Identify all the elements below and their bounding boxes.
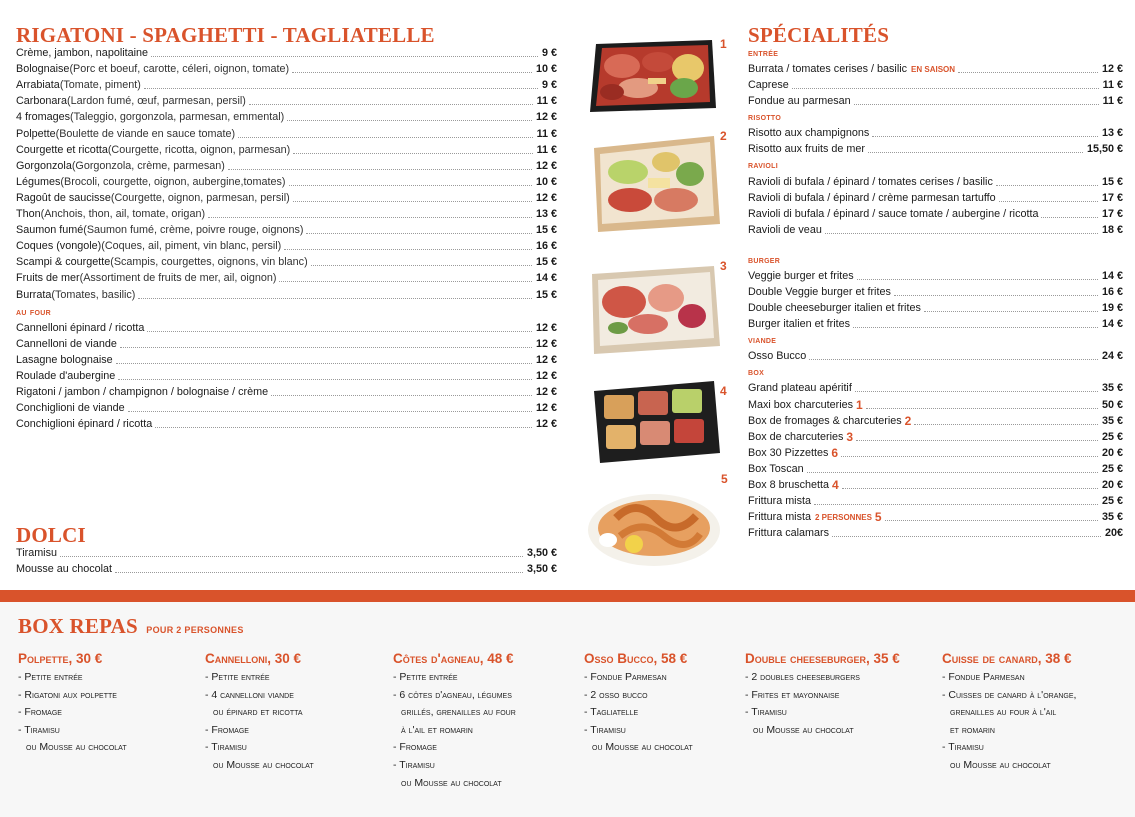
dot-leader — [1041, 217, 1098, 218]
dish-price: 50 € — [1101, 398, 1123, 411]
dish-name: Roulade d'aubergine — [16, 369, 116, 382]
dish-price: 18 € — [1101, 223, 1123, 236]
box-repas-line: - Fromage — [393, 741, 437, 754]
box-repas-line: ou épinard et ricotta — [213, 706, 303, 719]
dish-price: 25 € — [1101, 462, 1123, 475]
box-repas-line: - Fromage — [18, 706, 62, 719]
dish-description: (Lardon fumé, œuf, parmesan, persil) — [67, 95, 246, 108]
dot-leader — [855, 391, 1098, 392]
dish-price: 16 € — [535, 240, 557, 253]
pasta-item — [16, 142, 557, 158]
photo-reference-number: 6 — [831, 445, 839, 460]
dish-name: 4 fromages — [16, 111, 71, 124]
box-repas-line: - Fromage — [205, 723, 249, 736]
dish-description: (Porc et boeuf, carotte, céleri, oignon, tomate) — [69, 63, 290, 76]
photo-reference-number: 5 — [874, 510, 882, 525]
box-repas-line: - Petite entrée — [393, 671, 458, 683]
photo-number-4: 4 — [720, 384, 727, 398]
pasta-item — [16, 93, 557, 109]
dish-price: 3,50 € — [526, 547, 557, 560]
dish-price: 12 € — [535, 402, 557, 415]
box-repas-column — [584, 651, 693, 757]
dish-name: Double Veggie burger et frites — [748, 286, 891, 299]
box-repas-column — [205, 651, 314, 775]
dot-leader — [885, 520, 1098, 521]
box-repas-option-title: Osso Bucco, 58 € — [584, 651, 688, 666]
dish-price: 12 € — [535, 353, 557, 366]
dish-price: 16 € — [1101, 286, 1123, 299]
box-repas-option-title: Polpette, 30 € — [18, 651, 103, 666]
dish-name: Carbonara — [16, 95, 68, 108]
burger-item — [748, 316, 1123, 332]
dish-price: 12 € — [535, 385, 557, 398]
dish-price: 10 € — [535, 175, 557, 188]
box-heading: box — [748, 366, 765, 379]
box-repas-line: ou Mousse au chocolat — [592, 741, 693, 754]
dish-name: Lasagne bolognaise — [16, 353, 113, 366]
box-repas-line: - 2 doubles cheeseburgers — [745, 671, 860, 683]
risotto-item — [748, 141, 1123, 157]
dish-name: Double cheeseburger italien et frites — [748, 302, 921, 315]
dish-name: Frittura mista — [748, 511, 811, 524]
box-repas-line: ou Mousse au chocolat — [213, 758, 314, 771]
dish-name: Saumon fumé — [16, 224, 84, 237]
pasta-item — [16, 109, 557, 125]
dot-leader — [996, 185, 1098, 186]
photo-frittura-mista — [586, 478, 724, 570]
dot-leader — [208, 217, 532, 218]
pasta-item — [16, 61, 557, 77]
pasta-item — [16, 158, 557, 174]
dish-price: 12 € — [535, 159, 557, 172]
dish-description: (Scampis, courgettes, oignons, vin blanc) — [110, 256, 308, 269]
pasta-item — [16, 77, 557, 93]
ravioli-item — [748, 190, 1123, 206]
dish-price: 11 € — [536, 127, 557, 140]
dish-price: 15,50 € — [1086, 143, 1123, 156]
dot-leader — [924, 311, 1098, 312]
box-repas-line: - Tiramisu — [584, 723, 626, 736]
dolci-item — [16, 545, 557, 561]
photo-box-fromages-charcuteries — [590, 128, 722, 236]
pasta-item — [16, 125, 557, 141]
dish-price: 13 € — [1101, 127, 1123, 140]
dot-leader — [841, 456, 1098, 457]
au-four-heading: au four — [16, 305, 51, 318]
burger-heading: burger — [748, 253, 781, 266]
pasta-list — [16, 45, 557, 432]
dish-price: 14 € — [1101, 318, 1123, 331]
ravioli-item — [748, 206, 1123, 222]
dish-price: 15 € — [1101, 175, 1123, 188]
photo-number-1: 1 — [720, 37, 727, 51]
divider-band — [0, 590, 1135, 602]
box-repas-option-title: Double cheeseburger, 35 € — [745, 651, 900, 666]
dolci-item — [16, 561, 557, 577]
box-repas-column — [745, 651, 900, 739]
box-repas-option-title: Côtes d'agneau, 48 € — [393, 651, 514, 666]
dot-leader — [853, 327, 1098, 328]
dot-leader — [306, 233, 532, 234]
dish-name: Coques (vongole) — [16, 240, 102, 253]
box-repas-subtitle: POUR 2 PERSONNES — [146, 625, 244, 635]
dish-price: 14 € — [1101, 269, 1123, 282]
dish-name: Osso Bucco — [748, 350, 807, 363]
photo-number-2: 2 — [720, 129, 727, 143]
dish-name: Fruits de mer — [16, 272, 80, 285]
dish-name: Conchiglioni épinard / ricotta — [16, 418, 153, 431]
box-repas-line: ou Mousse au chocolat — [26, 741, 127, 754]
dish-name: Cannelloni de viande — [16, 337, 117, 350]
photo-box-bruschetta — [590, 377, 722, 467]
box-item — [748, 396, 1123, 412]
pasta-item — [16, 45, 557, 61]
dish-price: 35 € — [1101, 382, 1123, 395]
dish-name: Maxi box charcuteries — [748, 398, 854, 411]
au-four-item — [16, 320, 557, 336]
dish-price: 19 € — [1101, 302, 1123, 315]
box-repas-line: ou Mousse au chocolat — [401, 776, 502, 789]
au-four-item — [16, 336, 557, 352]
dish-price: 25 € — [1101, 495, 1123, 508]
dolci-section-title: DOLCI — [16, 523, 86, 547]
ravioli-item — [748, 173, 1123, 189]
dot-leader — [128, 411, 532, 412]
dish-price: 35 € — [1101, 414, 1123, 427]
risotto-heading: risotto — [748, 111, 782, 124]
dot-leader — [807, 472, 1098, 473]
dish-name: Crème, jambon, napolitaine — [16, 47, 149, 60]
entree-heading: entrée — [748, 47, 779, 59]
dish-description: (Saumon fumé, crème, poivre rouge, oignons) — [83, 224, 304, 237]
dot-leader — [118, 379, 532, 380]
dish-description: (Anchois, thon, ail, tomate, origan) — [40, 208, 206, 221]
box-repas-column — [18, 651, 127, 757]
dot-leader — [832, 536, 1101, 537]
dish-name: Box 30 Pizzettes — [748, 446, 829, 459]
photo-number-5: 5 — [721, 472, 728, 486]
dish-name: Box de charcuteries — [748, 430, 844, 443]
box-repas-line: à l'ail et romarin — [401, 723, 473, 736]
dish-price: 20€ — [1104, 527, 1123, 540]
dish-name: Box de fromages & charcuteries — [748, 414, 902, 427]
dish-price: 11 € — [1102, 79, 1123, 92]
dot-leader — [238, 137, 532, 138]
box-repas-header — [18, 614, 244, 639]
entree-item — [748, 77, 1123, 93]
dish-price: 12 € — [535, 321, 557, 334]
photo-reference-number: 3 — [846, 429, 854, 444]
dolci-list — [16, 545, 557, 577]
specialites-section-title: SPÉCIALITÉS — [748, 23, 890, 47]
dish-description: (Courgette, ricotta, oignon, parmesan) — [107, 143, 291, 156]
box-repas-line: - Frites et mayonnaise — [745, 688, 840, 701]
pasta-item — [16, 286, 557, 302]
pasta-section-title: RIGATONI - SPAGHETTI - TAGLIATELLE — [16, 23, 435, 47]
dish-name: Gorgonzola — [16, 159, 72, 172]
box-repas-line: - 6 côtes d'agneau, légumes — [393, 688, 512, 701]
dish-name: Burrata / tomates cerises / basilic — [748, 63, 908, 76]
dot-leader — [872, 136, 1098, 137]
dish-description: (Boulette de viande en sauce tomate) — [55, 127, 236, 140]
dish-price: 15 € — [535, 224, 557, 237]
ravioli-heading: ravioli — [748, 159, 778, 172]
dish-price: 12 € — [1101, 63, 1123, 76]
entree-item — [748, 93, 1123, 109]
dish-price: 25 € — [1101, 430, 1123, 443]
box-repas-line: - Tiramisu — [18, 723, 60, 736]
box-repas-line: - Tagliatelle — [584, 706, 639, 719]
dish-name: Polpette — [16, 127, 56, 140]
dish-price: 35 € — [1101, 511, 1123, 524]
dish-name: Bolognaise — [16, 63, 70, 76]
dish-name: Risotto aux champignons — [748, 127, 870, 140]
dish-price: 17 € — [1101, 191, 1123, 204]
dot-leader — [809, 359, 1098, 360]
dot-leader — [138, 298, 532, 299]
dot-leader — [825, 233, 1098, 234]
dish-name: Ravioli di bufala / épinard / sauce tomate / aubergine / ricotta — [748, 207, 1039, 220]
dish-name: Fondue au parmesan — [748, 95, 851, 108]
burger-item — [748, 268, 1123, 284]
dot-leader — [999, 201, 1098, 202]
box-repas-column — [393, 651, 516, 792]
photo-box-charcuteries — [588, 262, 722, 358]
dot-leader — [958, 72, 1098, 73]
dish-description: (Assortiment de fruits de mer, ail, oignon) — [79, 272, 277, 285]
dish-name: Tiramisu — [16, 547, 57, 560]
dish-tag: EN SAISON — [911, 65, 956, 75]
dot-leader — [814, 504, 1098, 505]
dish-price: 12 € — [535, 418, 557, 431]
box-repas-line: - Tiramisu — [745, 706, 787, 719]
dish-name: Frittura calamars — [748, 527, 829, 540]
dish-name: Ravioli de veau — [748, 223, 822, 236]
dish-name: Risotto aux fruits de mer — [748, 143, 866, 156]
dish-name: Conchiglioni de viande — [16, 402, 125, 415]
entree-item — [748, 61, 1123, 77]
dish-price: 12 € — [535, 111, 557, 124]
dish-name: Veggie burger et frites — [748, 269, 854, 282]
dot-leader — [293, 153, 532, 154]
dot-leader — [792, 88, 1099, 89]
dish-name: Thon — [16, 208, 41, 221]
dot-leader — [866, 408, 1098, 409]
photo-reference-number: 2 — [904, 413, 912, 428]
dot-leader — [249, 104, 533, 105]
dish-name: Courgette et ricotta — [16, 143, 108, 156]
dish-name: Burrata — [16, 288, 52, 301]
dish-price: 11 € — [536, 95, 557, 108]
dot-leader — [856, 440, 1098, 441]
dot-leader — [292, 72, 532, 73]
au-four-item — [16, 352, 557, 368]
dish-tag: 2 PERSONNES — [815, 513, 872, 523]
dish-price: 15 € — [535, 256, 557, 269]
au-four-item — [16, 368, 557, 384]
dot-leader — [854, 104, 1099, 105]
pasta-item — [16, 270, 557, 286]
dish-description: (Gorgonzola, crème, parmesan) — [71, 159, 225, 172]
pasta-item — [16, 206, 557, 222]
dish-price: 14 € — [535, 272, 557, 285]
dish-name: Burger italien et frites — [748, 318, 851, 331]
box-repas-line: - Petite entrée — [18, 671, 83, 683]
box-item — [748, 445, 1123, 461]
dish-description: (Tomates, basilic) — [51, 288, 136, 301]
au-four-item — [16, 384, 557, 400]
box-repas-line: - Tiramisu — [393, 758, 435, 771]
dot-leader — [147, 331, 532, 332]
dot-leader — [289, 185, 532, 186]
box-repas-line: - Fondue Parmesan — [584, 671, 667, 683]
dish-price: 20 € — [1101, 446, 1123, 459]
dot-leader — [868, 152, 1083, 153]
dot-leader — [894, 295, 1098, 296]
box-repas-title: BOX REPAS — [18, 614, 138, 638]
dish-price: 3,50 € — [526, 563, 557, 576]
dot-leader — [115, 572, 523, 573]
dish-price: 12 € — [535, 369, 557, 382]
box-item — [748, 380, 1123, 396]
dish-price: 15 € — [535, 288, 557, 301]
dish-name: Ravioli di bufala / épinard / crème parmesan tartuffo — [748, 191, 996, 204]
dot-leader — [144, 88, 538, 89]
box-item — [748, 525, 1123, 541]
pasta-item — [16, 174, 557, 190]
dish-name: Scampi & courgette — [16, 256, 111, 269]
pasta-item — [16, 190, 557, 206]
viande-heading: viande — [748, 334, 777, 347]
viande-item — [748, 348, 1123, 364]
dish-description: (Coques, ail, piment, vin blanc, persil) — [101, 240, 282, 253]
box-item — [748, 477, 1123, 493]
box-repas-line: - 2 osso bucco — [584, 688, 648, 701]
dot-leader — [293, 201, 532, 202]
dot-leader — [155, 427, 532, 428]
dish-price: 11 € — [536, 143, 557, 156]
dish-name: Ravioli di bufala / épinard / tomates cerises / basilic — [748, 175, 993, 188]
dish-price: 9 € — [541, 79, 557, 92]
dot-leader — [279, 281, 532, 282]
ravioli-item — [748, 222, 1123, 238]
dish-name: Mousse au chocolat — [16, 563, 113, 576]
box-repas-line: grillés, grenailles au four — [401, 706, 516, 719]
dot-leader — [228, 169, 532, 170]
photo-number-3: 3 — [720, 259, 727, 273]
dot-leader — [842, 488, 1098, 489]
dish-price: 13 € — [535, 208, 557, 221]
box-repas-option-title: Cuisse de canard, 38 € — [942, 651, 1072, 666]
box-repas-line: - Rigatoni aux polpette — [18, 688, 117, 701]
box-repas-line: - Tiramisu — [942, 741, 984, 754]
au-four-item — [16, 416, 557, 432]
dish-name: Caprese — [748, 79, 789, 92]
box-repas-line: - Cuisses de canard à l'orange, — [942, 688, 1077, 701]
dot-leader — [60, 556, 523, 557]
dish-price: 9 € — [541, 47, 557, 60]
dot-leader — [287, 120, 532, 121]
box-item — [748, 461, 1123, 477]
box-repas-line: grenailles au four à l'ail — [950, 706, 1057, 719]
box-repas-line: ou Mousse au chocolat — [753, 723, 854, 736]
dish-price: 12 € — [535, 191, 557, 204]
dish-name: Légumes — [16, 175, 61, 188]
pasta-item — [16, 222, 557, 238]
dish-price: 12 € — [535, 337, 557, 350]
dish-name: Box Toscan — [748, 462, 804, 475]
au-four-item — [16, 400, 557, 416]
box-repas-line: ou Mousse au chocolat — [950, 758, 1051, 771]
dish-description: (Brocoli, courgette, oignon, aubergine,tomates) — [60, 175, 286, 188]
dish-name: Arrabiata — [16, 79, 60, 92]
dish-price: 24 € — [1101, 350, 1123, 363]
dot-leader — [116, 363, 532, 364]
box-repas-line: - Fondue Parmesan — [942, 671, 1025, 683]
dot-leader — [271, 395, 532, 396]
risotto-item — [748, 125, 1123, 141]
photo-reference-number: 1 — [856, 397, 863, 412]
box-repas-option-title: Cannelloni, 30 € — [205, 651, 302, 666]
dish-name: Ragoût de saucisse — [16, 191, 111, 204]
specialites-list — [748, 45, 1123, 541]
photo-maxi-box-charcuteries — [588, 38, 718, 116]
dot-leader — [284, 249, 532, 250]
box-item — [748, 413, 1123, 429]
dot-leader — [914, 424, 1098, 425]
dot-leader — [120, 347, 532, 348]
box-item — [748, 429, 1123, 445]
photo-reference-number: 4 — [832, 477, 839, 492]
box-repas-line: et romarin — [950, 723, 995, 736]
pasta-item — [16, 238, 557, 254]
box-repas-line: - Petite entrée — [205, 671, 270, 683]
dish-price: 11 € — [1102, 95, 1123, 108]
dot-leader — [311, 265, 532, 266]
dish-description: (Tomate, piment) — [59, 79, 141, 92]
box-item — [748, 509, 1123, 525]
box-repas-column — [942, 651, 1076, 775]
dish-name: Box 8 bruschetta — [748, 478, 830, 491]
burger-item — [748, 284, 1123, 300]
dot-leader — [151, 56, 538, 57]
dish-name: Frittura mista — [748, 495, 811, 508]
dish-price: 20 € — [1101, 478, 1123, 491]
dish-price: 17 € — [1101, 207, 1123, 220]
box-repas-line: - Tiramisu — [205, 741, 247, 754]
dish-description: (Courgette, oignon, parmesan, persil) — [110, 191, 290, 204]
burger-item — [748, 300, 1123, 316]
dish-name: Cannelloni épinard / ricotta — [16, 321, 145, 334]
dish-name: Rigatoni / jambon / champignon / bolognaise / crème — [16, 385, 269, 398]
box-repas-line: - 4 cannelloni viande — [205, 688, 294, 701]
dish-description: (Taleggio, gorgonzola, parmesan, emmental) — [70, 111, 285, 124]
dish-price: 10 € — [535, 63, 557, 76]
pasta-item — [16, 254, 557, 270]
box-item — [748, 493, 1123, 509]
dish-name: Grand plateau apéritif — [748, 382, 852, 395]
dot-leader — [857, 279, 1098, 280]
